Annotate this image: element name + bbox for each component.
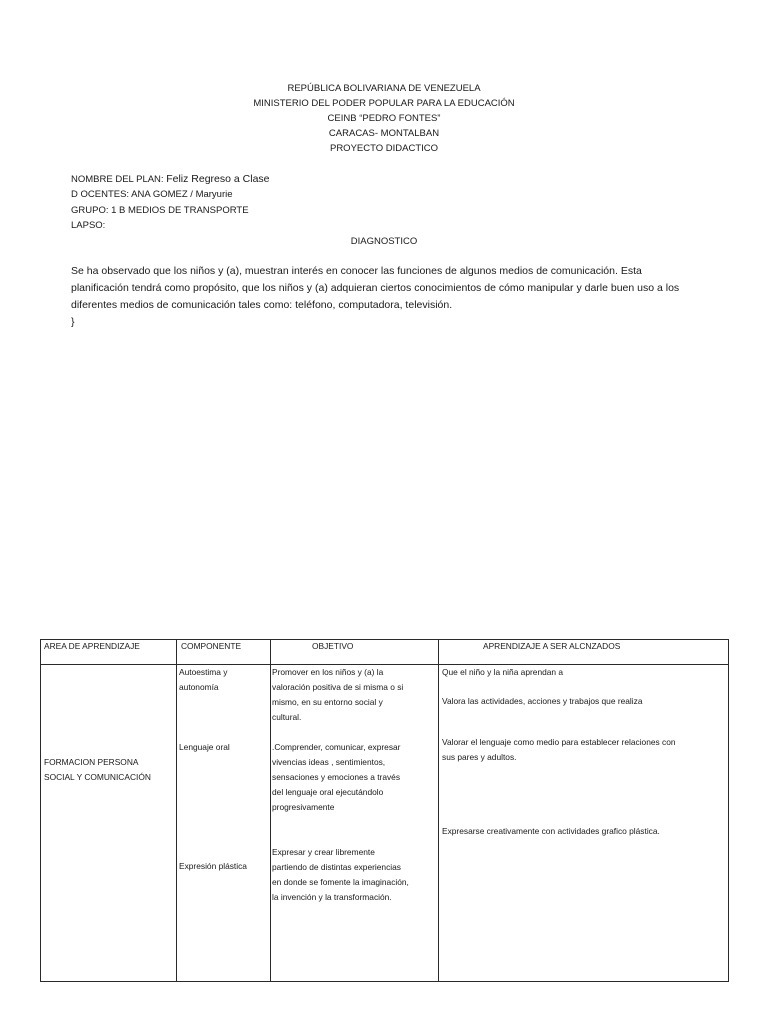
objetivo-3 [272, 845, 409, 905]
header-school: CEINB “PEDRO FONTES” [327, 113, 441, 124]
th-componente: COMPONENTE [181, 641, 242, 651]
objetivo-line: la invención y la transformación. [272, 892, 392, 902]
aprendizaje-line: Valorar el lenguaje como medio para establecer relaciones con [442, 737, 676, 747]
aprendizaje-line: sus pares y adultos. [442, 752, 517, 762]
objetivo-line: en donde se fomente la imaginación, [272, 877, 409, 887]
aprendizaje-intro: Que el niño y la niña aprendan a [442, 667, 564, 677]
diagnostico-line: diferentes medios de comunicación tales como: teléfono, computadora, televisión. [71, 299, 453, 311]
header-project: PROYECTO DIDACTICO [329, 143, 439, 154]
objetivo-line: del lenguaje oral ejecutándolo [272, 787, 384, 797]
componente-expresion: Expresión plástica [179, 861, 247, 871]
plan-docentes: D OCENTES: ANA GOMEZ / Maryurie [71, 189, 233, 200]
area-line: SOCIAL Y COMUNICACIÓN [44, 772, 151, 782]
componente-lenguaje: Lenguaje oral [179, 742, 230, 752]
aprendizaje-2 [442, 735, 676, 765]
objetivo-2 [272, 740, 400, 815]
area-cell [44, 755, 151, 785]
header-ministerio: MINISTERIO DEL PODER POPULAR PARA LA EDUCACIÓN [253, 98, 515, 109]
objetivo-line: mismo, en su entorno social y [272, 697, 383, 707]
plan-grupo: GRUPO: 1 B MEDIOS DE TRANSPORTE [71, 205, 249, 216]
objetivo-line: Expresar y crear libremente [272, 847, 375, 857]
aprendizaje-3: Expresarse creativamente con actividades grafico plástica. [442, 826, 660, 836]
header-republica: REPÚBLICA BOLIVARIANA DE VENEZUELA [287, 83, 481, 94]
objetivo-line: .Comprender, comunicar, expresar [272, 742, 401, 752]
plan-name-label: NOMBRE DEL PLAN: [71, 174, 164, 185]
diagnostico-line: Se ha observado que los niños y (a), muestran interés en conocer las funciones de algunos medios de comunicación. Esta [71, 265, 642, 277]
objetivo-line: sensaciones y emociones a través [272, 772, 401, 782]
plan-lapso: LAPSO: [71, 220, 106, 231]
th-area: AREA DE APRENDIZAJE [44, 641, 140, 651]
aprendizaje-1: Valora las actividades, acciones y trabajos que realiza [442, 696, 643, 706]
objetivo-line: valoración positiva de si misma o si [272, 682, 404, 692]
objetivo-line: vivencias ideas , sentimientos, [272, 757, 386, 767]
area-line: FORMACION PERSONA [44, 757, 139, 767]
th-aprendizaje: APRENDIZAJE A SER ALCNZADOS [483, 641, 621, 651]
objetivo-line: partiendo de distintas experiencias [272, 862, 401, 872]
diagnostico-line: planificación tendrá como propósito, que los niños y (a) adquieran ciertos conocimientos de cómo manipular y darle buen uso a los [71, 282, 680, 294]
th-objetivo: OBJETIVO [312, 641, 354, 651]
componente-line: autonomía [179, 682, 219, 692]
objetivo-line: progresivamente [272, 802, 335, 812]
objetivo-1 [272, 665, 403, 725]
componente-line: Autoestima y [179, 667, 228, 677]
objetivo-line: Promover en los niños y (a) la [272, 667, 384, 677]
objetivo-line: cultural. [272, 712, 302, 722]
diagnostico-title: DIAGNOSTICO [350, 236, 418, 247]
plan-name-value: Feliz Regreso a Clase [166, 173, 270, 185]
componente-autoestima [179, 665, 227, 695]
header-location: CARACAS- MONTALBAN [328, 128, 440, 139]
diagnostico-line: } [71, 316, 75, 328]
